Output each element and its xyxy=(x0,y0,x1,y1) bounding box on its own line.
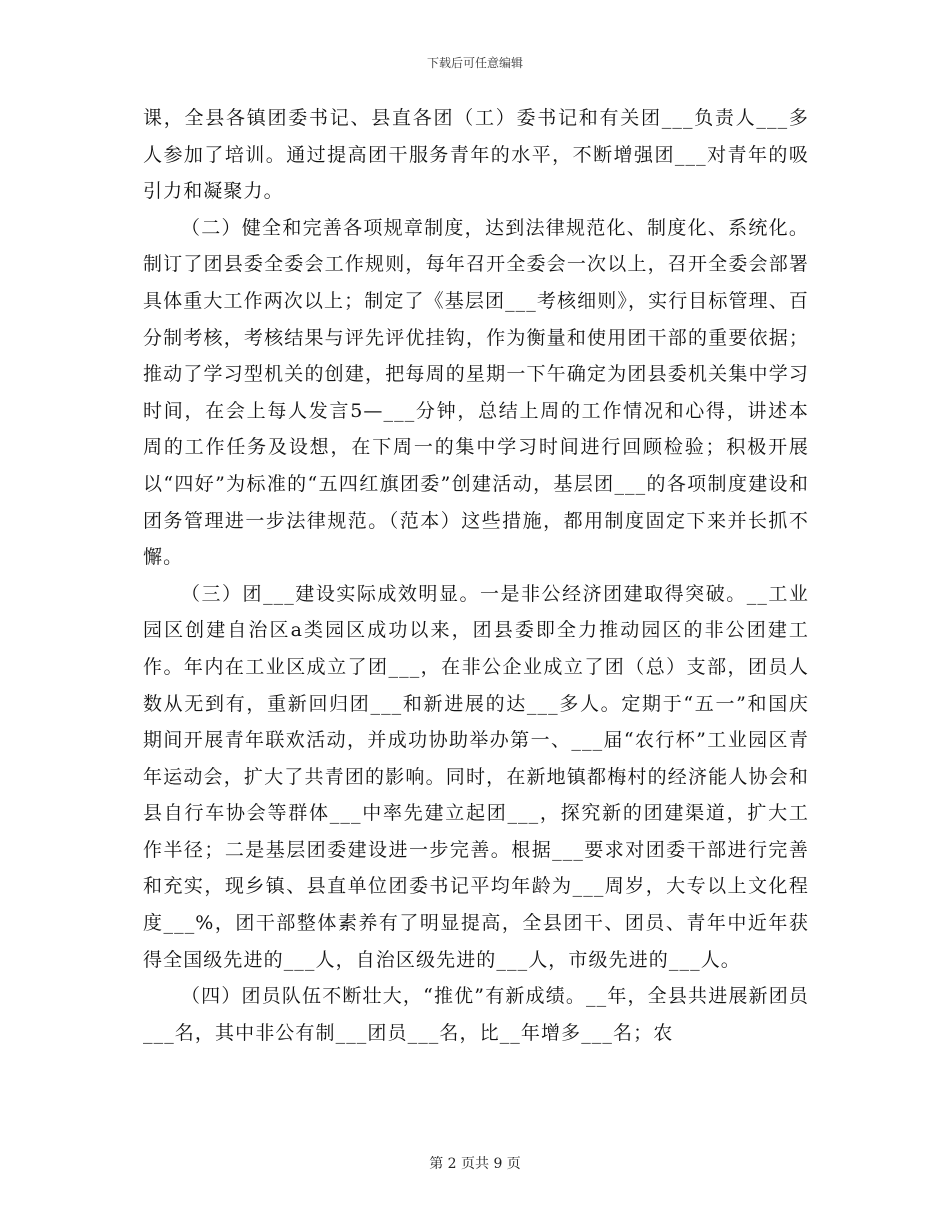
paragraph-continuation: 课，全县各镇团委书记、县直各团（工）委书记和有关团___负责人___多人参加了培训。通过提高团干服务青年的水平，不断增强团___对青年的吸引力和凝聚力。 xyxy=(143,107,809,203)
paragraph-section-3: （三）团___建设实际成效明显。一是非公经济团建取得突破。__工业园区创建自治区a类园区成功以来，团县委即全力推动园区的非公团建工作。年内在工业区成立了团___，在非公企业成立了团（总）支部，团员人数从无到有，重新回归团___和新进展的达___多人。定期于“五一”和国庆期间开展青年联欢活动，并成功协助举办第一、___届“农行杯”工业园区青年运动会，扩大了共青团的影响。同时，在新地镇都梅村的经济能人协会和县自行车协会等群体___中率先建立起团___，探究新的团建渠道，扩大工作半径；二是基层团委建设进一步完善。根据___要求对团委干部进行完善和充实，现乡镇、县直单位团委书记平均年龄为___周岁，大专以上文化程度___%，团干部整体素养有了明显提高，全县团干、团员、青年中近年获得全国级先进的___人，自治区级先进的___人，市级先进的___人。 xyxy=(143,582,809,971)
paragraph-section-4: （四）团员队伍不断壮大，“推优”有新成绩。__年，全县共进展新团员___名，其中非公有制___团员___名，比__年增多___名；农 xyxy=(143,985,809,1044)
page-number: 第 2 页共 9 页 xyxy=(429,1156,521,1172)
page-header-note: 下载后可任意编辑 xyxy=(426,56,523,70)
paragraph-section-2: （二）健全和完善各项规章制度，达到法律规范化、制度化、系统化。制订了团县委全委会工作规则，每年召开全委会一次以上，召开全委会部署具体重大工作两次以上；制定了《基层团___考核细则》，实行目标管理、百分制考核，考核结果与评先评优挂钩，作为衡量和使用团干部的重要依据；推动了学习型机关的创建，把每周的星期一下午确定为团县委机关集中学习时间，在会上每人发言5—___分钟，总结上周的工作情况和心得，讲述本周的工作任务及设想，在下周一的集中学习时间进行回顾检验；积极开展以“四好”为标准的“五四红旗团委”创建活动，基层团___的各项制度建设和团务管理进一步法律规范。（范本）这些措施，都用制度固定下来并长抓不懈。 xyxy=(143,216,809,569)
document-body xyxy=(143,100,809,1051)
